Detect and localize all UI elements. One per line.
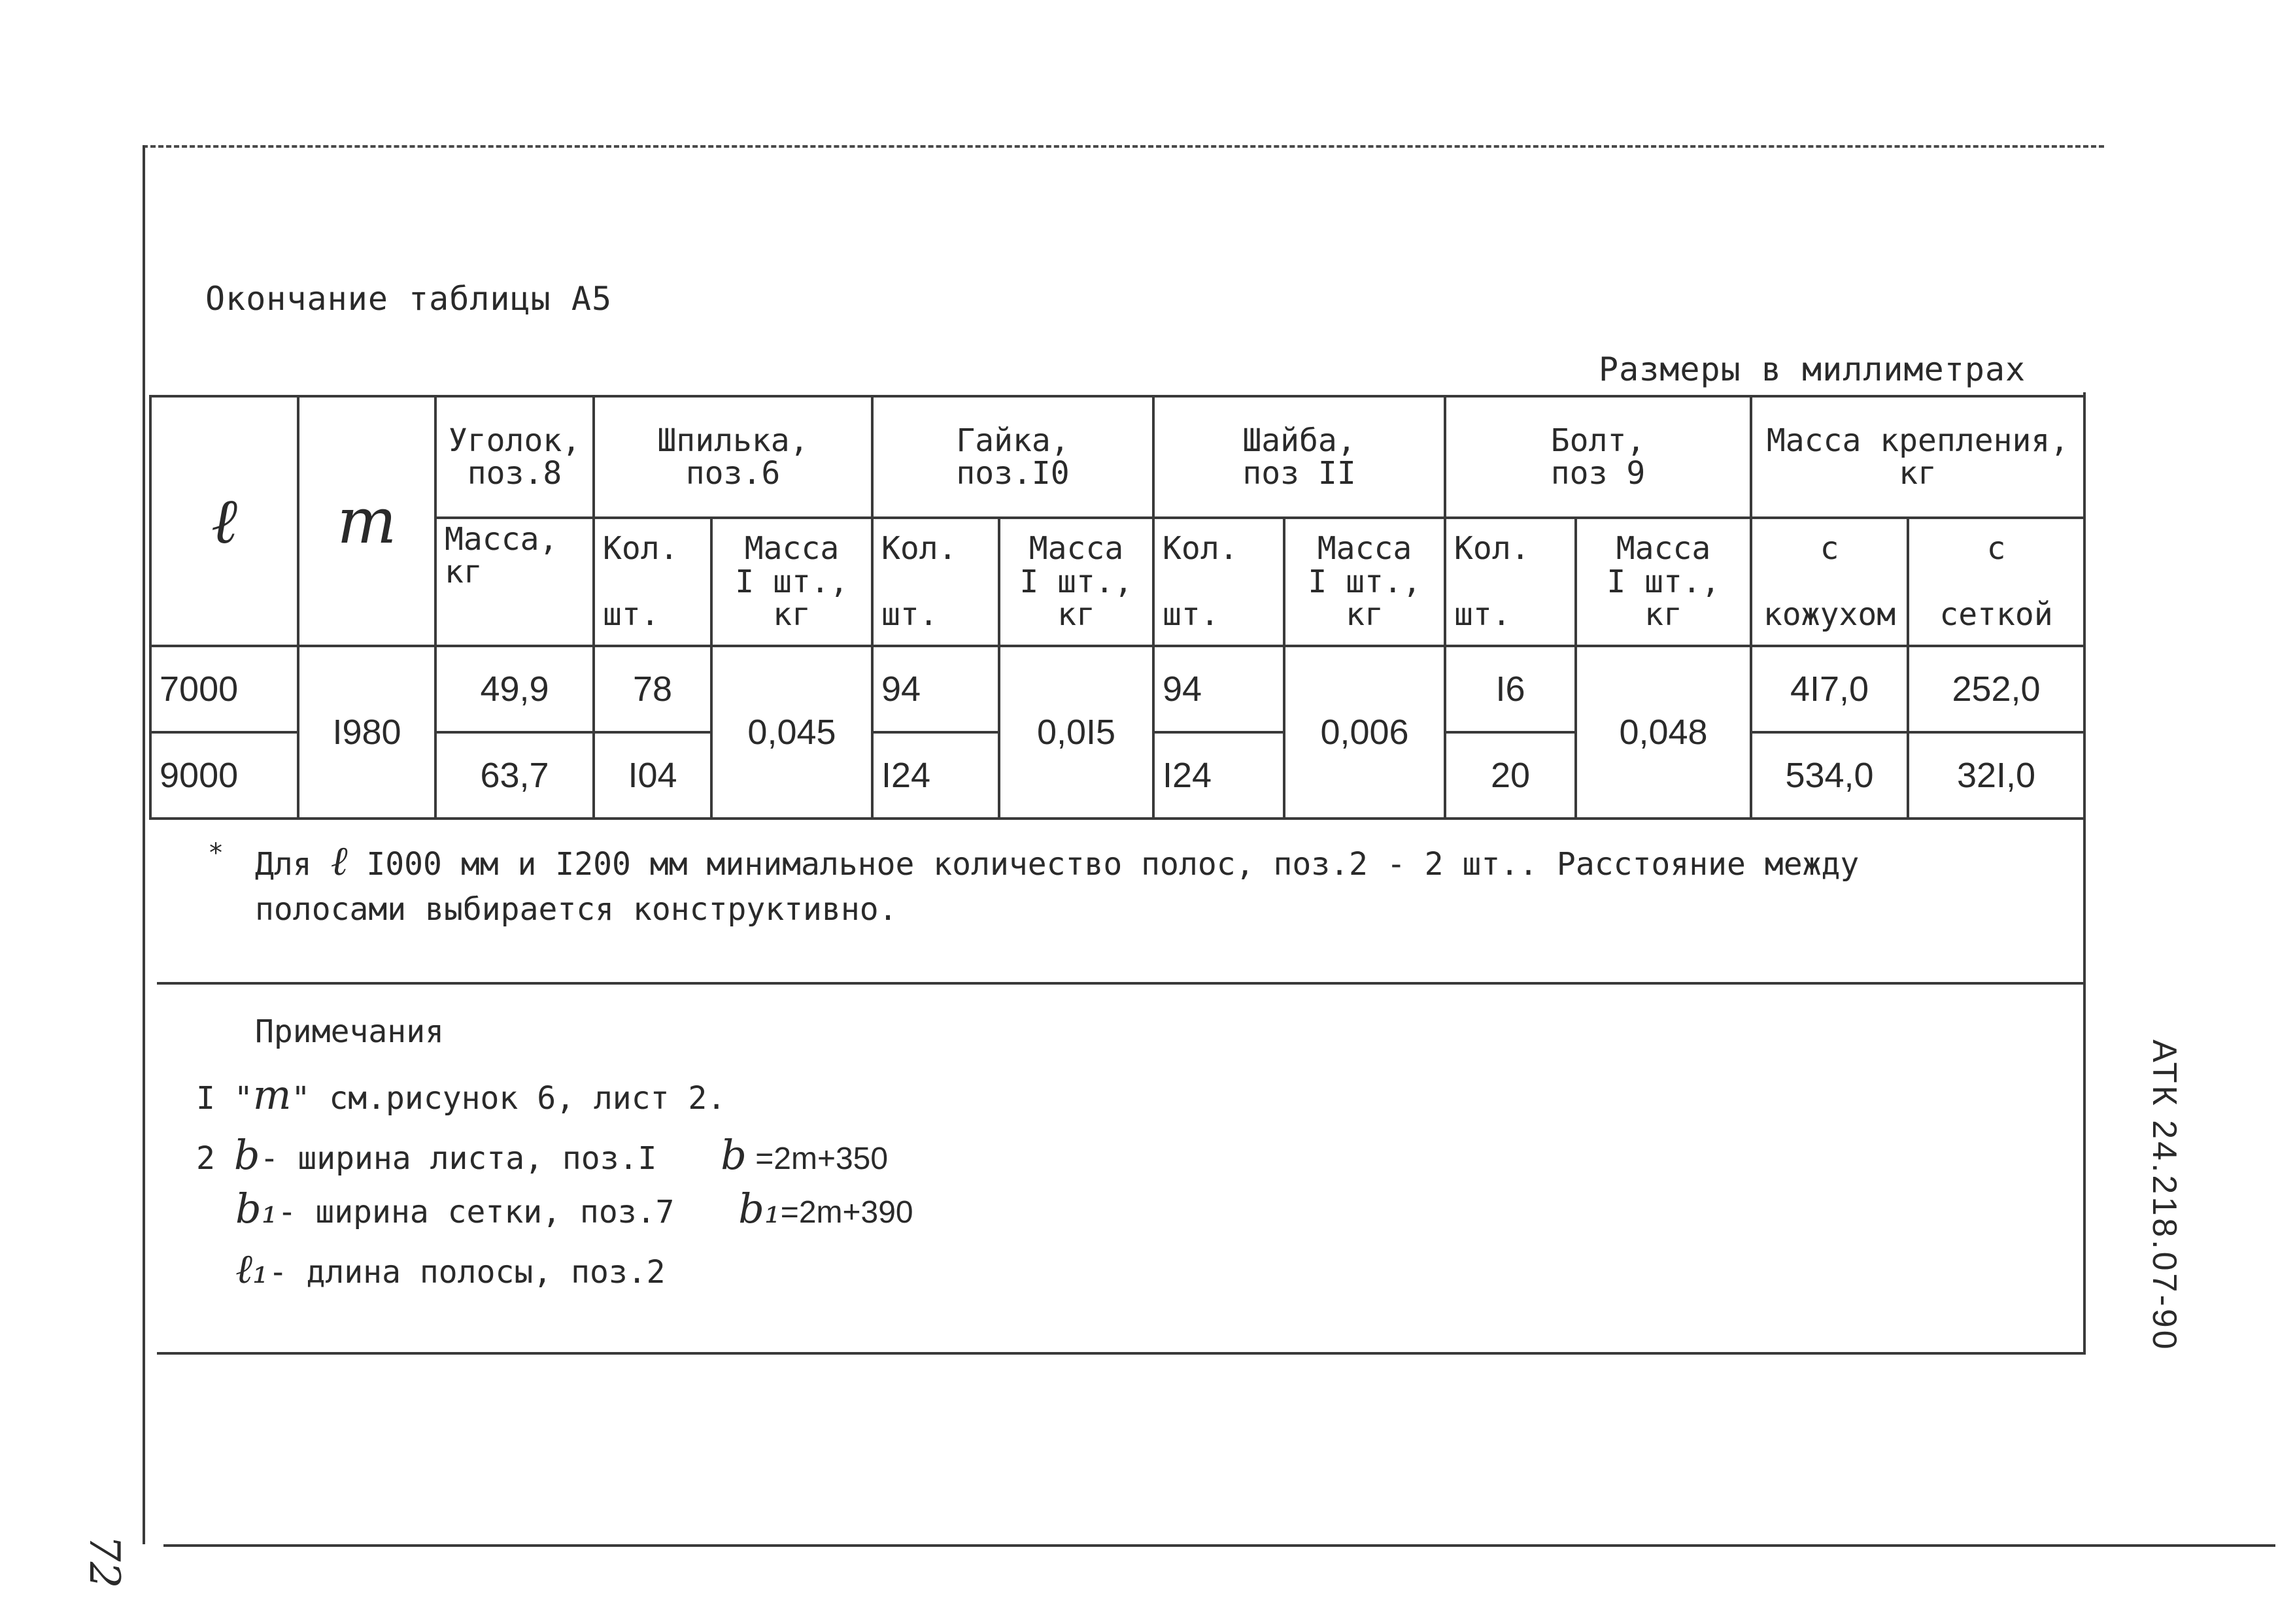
note-1-number: I: [196, 1080, 215, 1117]
footnote-asterisk: *: [208, 838, 224, 868]
header-washer: Шайба, поз II: [1153, 396, 1445, 518]
note-2-formula-symbol: b: [721, 1131, 747, 1179]
subheader-washer-mass: Масса I шт., кг: [1284, 518, 1445, 646]
note-2-symbol: b: [233, 1131, 260, 1179]
cell-stud-qty: I04: [594, 732, 711, 819]
cell-total-mesh: 32I,0: [1908, 732, 2084, 819]
cell-bolt-mass: 0,048: [1576, 646, 1751, 819]
note-1-text: см.рисунок 6, лист 2.: [310, 1080, 726, 1117]
note-1: [196, 1071, 726, 1119]
footnote-text-a: Для: [255, 846, 331, 883]
cell-l: 9000: [150, 732, 298, 819]
cell-total-mesh: 252,0: [1908, 646, 2084, 732]
header-angle: Уголок, поз.8: [435, 396, 594, 518]
specification-table: [149, 395, 2086, 820]
cell-washer-qty: I24: [1153, 732, 1284, 819]
cell-washer-qty: 94: [1153, 646, 1284, 732]
note-1-symbol: m: [252, 1071, 292, 1119]
header-bolt: Болт, поз 9: [1445, 396, 1751, 518]
cell-nut-mass: 0,0I5: [999, 646, 1153, 819]
subheader-washer-qty: Кол. шт.: [1153, 518, 1284, 646]
note-1-quote-open: ": [233, 1080, 253, 1117]
note-3-formula: =2m+390: [780, 1195, 913, 1230]
subheader-with-casing: с кожухом: [1751, 518, 1908, 646]
footnote-line-1: [255, 837, 1859, 888]
note-4-text: - длина полосы, поз.2: [268, 1254, 666, 1291]
note-1-quote-close: ": [291, 1080, 311, 1117]
cell-l: 7000: [150, 646, 298, 732]
cell-nut-qty: I24: [872, 732, 999, 819]
notes-heading: Примечания: [255, 1013, 444, 1050]
subheader-bolt-mass: Масса I шт., кг: [1576, 518, 1751, 646]
footnote-symbol-l: ℓ: [330, 837, 348, 885]
note-2-number: 2: [196, 1140, 215, 1177]
units-caption: Размеры в миллиметрах: [1599, 350, 2026, 388]
frame-bottom-border: [163, 1544, 2275, 1547]
note-2: [196, 1131, 888, 1179]
page-number: 72: [80, 1535, 128, 1589]
frame-left-border: [143, 145, 145, 1544]
frame-top-border: [143, 145, 2104, 148]
cell-bolt-qty: 20: [1445, 732, 1576, 819]
cell-bolt-qty: I6: [1445, 646, 1576, 732]
cell-angle-mass: 49,9: [435, 646, 594, 732]
table-row: [150, 646, 2084, 732]
subheader-with-mesh: с сеткой: [1908, 518, 2084, 646]
notes-separator-bottom: [157, 1352, 2086, 1355]
cell-total-casing: 534,0: [1751, 732, 1908, 819]
note-3-symbol: b₁: [235, 1185, 278, 1232]
footnote-line-2: полосами выбирается конструктивно.: [255, 891, 898, 928]
note-3-text: - ширина сетки, поз.7: [277, 1194, 675, 1230]
note-2-text: - ширина листа, поз.I: [260, 1140, 657, 1177]
cell-angle-mass: 63,7: [435, 732, 594, 819]
cell-total-casing: 4I7,0: [1751, 646, 1908, 732]
cell-nut-qty: 94: [872, 646, 999, 732]
subheader-nut-qty: Кол. шт.: [872, 518, 999, 646]
subheader-stud-mass: Масса I шт., кг: [711, 518, 872, 646]
table-header-row-1: [150, 396, 2084, 518]
header-total-mass: Масса крепления, кг: [1751, 396, 2084, 518]
footnote-text-b: I000 мм и I200 мм минимальное количество полос, поз.2 - 2 шт.. Расстояние между: [347, 846, 1860, 883]
subheader-bolt-qty: Кол. шт.: [1445, 518, 1576, 646]
notes-separator-top: [157, 982, 2083, 985]
cell-washer-mass: 0,006: [1284, 646, 1445, 819]
header-nut: Гайка, поз.I0: [872, 396, 1153, 518]
subheader-angle-mass: Масса, кг: [435, 518, 594, 646]
note-4-symbol: ℓ₁: [235, 1245, 269, 1293]
cell-m: I980: [298, 646, 435, 819]
document-code-vertical: АТК 24.218.07-90: [2145, 1040, 2183, 1352]
subheader-nut-mass: Масса I шт., кг: [999, 518, 1153, 646]
table-title: Окончание таблицы А5: [205, 280, 613, 318]
subheader-stud-qty: Кол. шт.: [594, 518, 711, 646]
header-m: m: [298, 396, 435, 646]
table-header-row-2: [150, 518, 2084, 646]
note-3: [235, 1185, 913, 1232]
header-stud: Шпилька, поз.6: [594, 396, 872, 518]
note-4: [235, 1245, 666, 1293]
note-2-formula: =2m+350: [746, 1142, 889, 1176]
cell-stud-qty: 78: [594, 646, 711, 732]
note-3-formula-symbol: b₁: [738, 1185, 781, 1232]
header-l: ℓ: [150, 396, 298, 646]
cell-stud-mass: 0,045: [711, 646, 872, 819]
